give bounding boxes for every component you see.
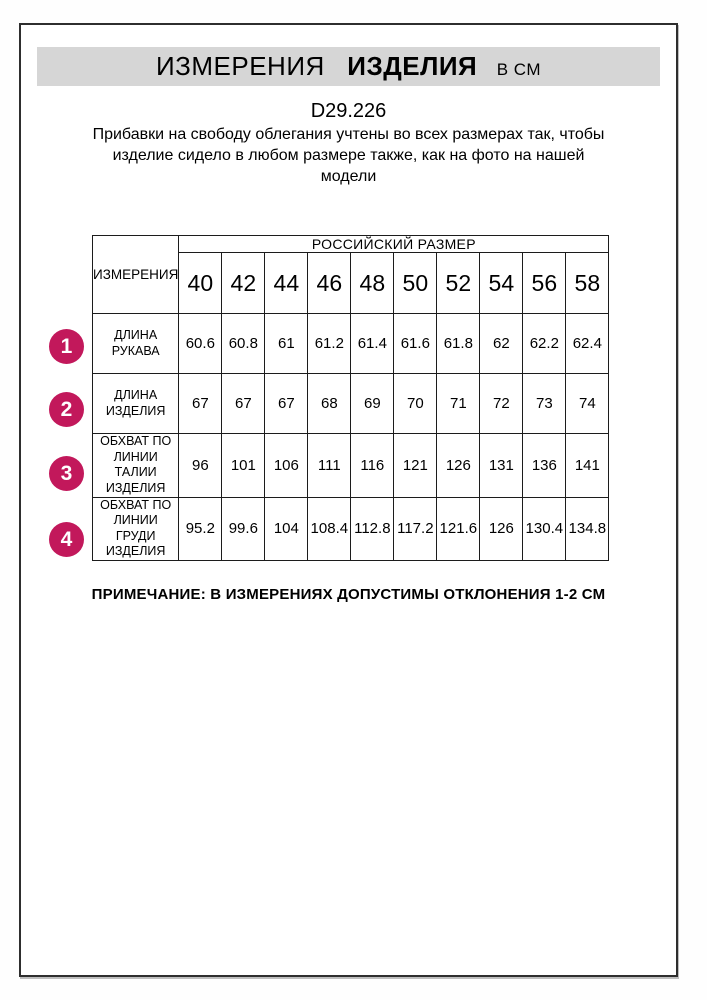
table-row-sleeve-length	[93, 314, 609, 374]
value-cell: 111	[308, 434, 351, 498]
size-group-header: РОССИЙСКИЙ РАЗМЕР	[179, 236, 609, 253]
value-cell: 72	[480, 374, 523, 434]
value-cell: 61.8	[437, 314, 480, 374]
row-label-cell: ДЛИНА ИЗДЕЛИЯ	[93, 374, 179, 434]
value-cell: 71	[437, 374, 480, 434]
size-header-cell: 40	[179, 253, 222, 314]
row-label-cell: ОБХВАТ ПО ЛИНИИ ГРУДИ ИЗДЕЛИЯ	[93, 497, 179, 561]
value-cell: 134.8	[566, 497, 609, 561]
size-header-cell: 44	[265, 253, 308, 314]
value-cell: 62	[480, 314, 523, 374]
size-table	[92, 235, 609, 561]
value-cell: 60.6	[179, 314, 222, 374]
page-title-product: ИЗДЕЛИЯ	[347, 51, 478, 81]
value-cell: 126	[480, 497, 523, 561]
title-bar	[37, 47, 660, 86]
page-title-unit: В СМ	[496, 60, 541, 79]
value-cell: 99.6	[222, 497, 265, 561]
value-cell: 131	[480, 434, 523, 498]
row-label-cell: ДЛИНА РУКАВА	[93, 314, 179, 374]
size-header-cell: 48	[351, 253, 394, 314]
value-cell: 68	[308, 374, 351, 434]
article-number: D29.226	[310, 100, 387, 122]
size-header-cell: 42	[222, 253, 265, 314]
table-row-chest-girth	[93, 497, 609, 561]
value-cell: 67	[222, 374, 265, 434]
description-line: модели	[320, 168, 377, 185]
description-line: изделие сидело в любом размере также, как на фото на нашей	[112, 147, 585, 164]
value-cell: 60.8	[222, 314, 265, 374]
value-cell: 126	[437, 434, 480, 498]
measure-column-header: ИЗМЕРЕНИЯ	[93, 236, 179, 314]
value-cell: 141	[566, 434, 609, 498]
table-row-waist-girth	[93, 434, 609, 498]
value-cell: 62.2	[523, 314, 566, 374]
value-cell: 61.6	[394, 314, 437, 374]
value-cell: 121.6	[437, 497, 480, 561]
value-cell: 117.2	[394, 497, 437, 561]
value-cell: 121	[394, 434, 437, 498]
row-marker-1: 1	[49, 329, 84, 364]
value-cell: 101	[222, 434, 265, 498]
row-marker-3: 3	[49, 456, 84, 491]
row-marker-4: 4	[49, 522, 84, 557]
value-cell: 130.4	[523, 497, 566, 561]
value-cell: 61	[265, 314, 308, 374]
note-text: ПРИМЕЧАНИЕ: В ИЗМЕРЕНИЯХ ДОПУСТИМЫ ОТКЛОНЕНИЯ 1-2 СМ	[91, 586, 606, 603]
value-cell: 104	[265, 497, 308, 561]
value-cell: 62.4	[566, 314, 609, 374]
value-cell: 69	[351, 374, 394, 434]
value-cell: 61.4	[351, 314, 394, 374]
size-header-cell: 50	[394, 253, 437, 314]
description-text	[79, 124, 619, 187]
row-label-cell: ОБХВАТ ПО ЛИНИИ ТАЛИИ ИЗДЕЛИЯ	[93, 434, 179, 498]
value-cell: 96	[179, 434, 222, 498]
page-frame	[19, 23, 678, 977]
size-header-cell: 46	[308, 253, 351, 314]
value-cell: 136	[523, 434, 566, 498]
size-header-cell: 58	[566, 253, 609, 314]
value-cell: 74	[566, 374, 609, 434]
value-cell: 70	[394, 374, 437, 434]
value-cell: 67	[265, 374, 308, 434]
value-cell: 73	[523, 374, 566, 434]
value-cell: 106	[265, 434, 308, 498]
value-cell: 67	[179, 374, 222, 434]
size-header-cell: 52	[437, 253, 480, 314]
value-cell: 95.2	[179, 497, 222, 561]
value-cell: 116	[351, 434, 394, 498]
row-marker-2: 2	[49, 392, 84, 427]
size-header-cell: 56	[523, 253, 566, 314]
size-header-cell: 54	[480, 253, 523, 314]
table-row-product-length	[93, 374, 609, 434]
value-cell: 108.4	[308, 497, 351, 561]
value-cell: 61.2	[308, 314, 351, 374]
description-line: Прибавки на свободу облегания учтены во всех размерах так, чтобы	[92, 126, 605, 143]
page-title-measurements: ИЗМЕРЕНИЯ	[155, 51, 325, 81]
value-cell: 112.8	[351, 497, 394, 561]
size-group-header-row	[93, 236, 609, 253]
